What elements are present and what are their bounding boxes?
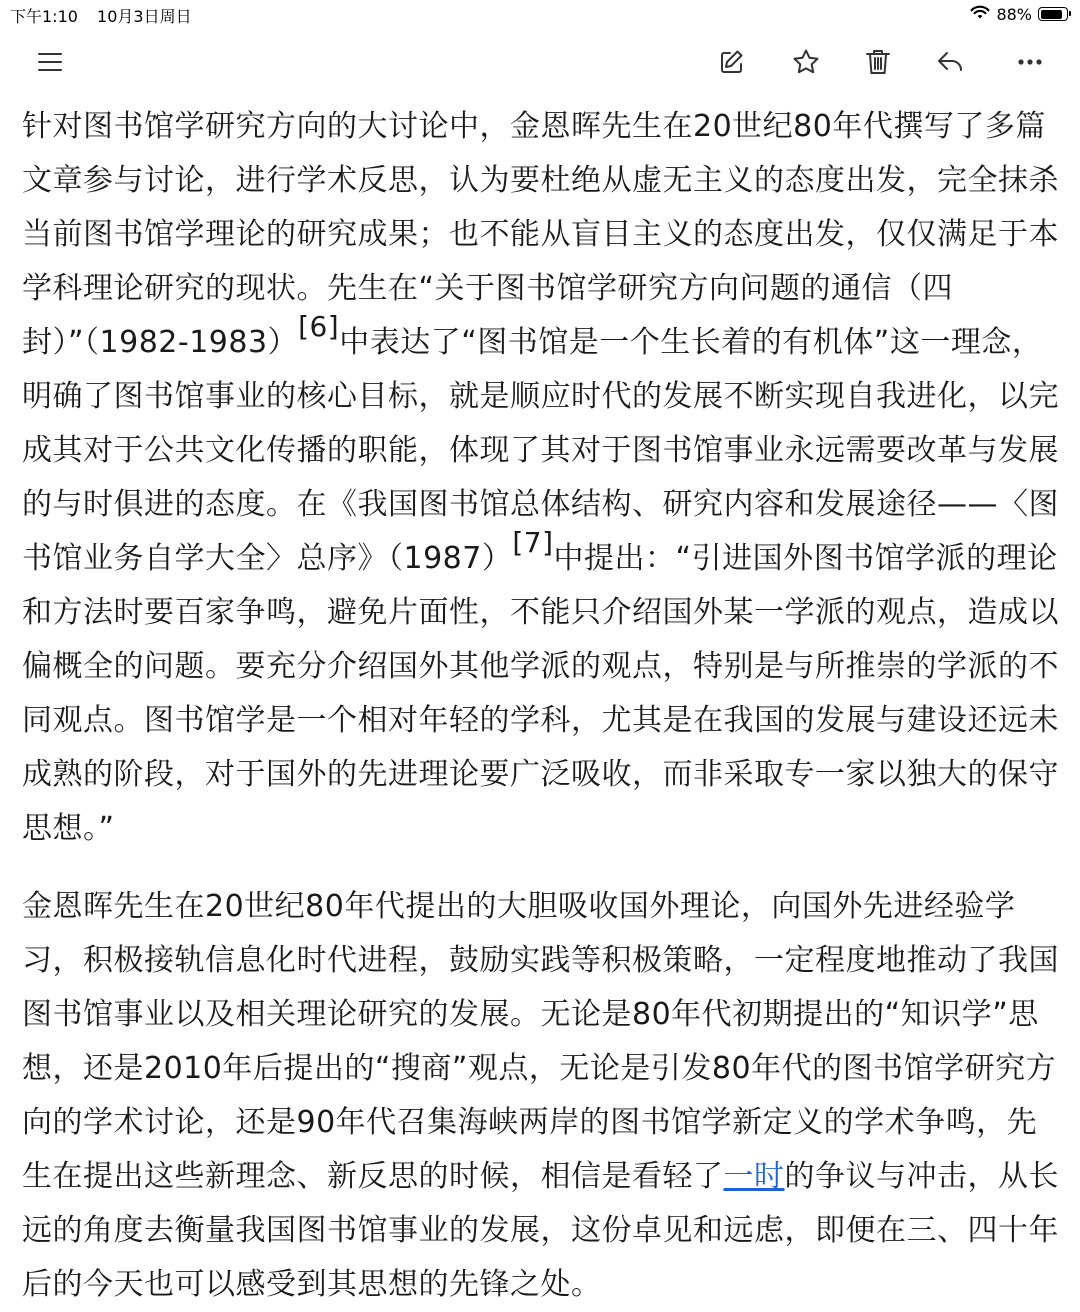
article-paragraph-2 xyxy=(22,880,1062,1312)
status-time: 下午1:10 xyxy=(10,7,78,26)
more-button[interactable] xyxy=(1006,38,1054,86)
article-body xyxy=(22,100,1062,1312)
battery-percent: 88% xyxy=(996,4,1032,24)
battery-level-fill xyxy=(1041,10,1062,19)
menu-button[interactable] xyxy=(26,38,74,86)
citation-6: [6] xyxy=(298,310,340,343)
edit-button[interactable] xyxy=(708,38,756,86)
paragraph-text: 中提出：“引进国外图书馆学派的理论和方法时要百家争鸣，避免片面性，不能只介绍国外某一学派的观点，造成以偏概全的问题。要充分介绍国外其他学派的观点，特别是与所推崇的学派的不同观点。图书馆学是一个相对年轻的学科，尤其是在我国的发展与建设还远未成熟的阶段，对于国外的先进理论要广泛吸收，而非采取专一家以独大的保守思想。” xyxy=(22,541,1059,846)
citation-7: [7] xyxy=(512,526,554,559)
star-icon xyxy=(791,47,821,77)
status-date: 10月3日周日 xyxy=(97,7,192,26)
trash-icon xyxy=(863,47,893,77)
battery-icon xyxy=(1038,7,1068,21)
wifi-icon xyxy=(970,4,990,24)
paragraph-text: 针对图书馆学研究方向的大讨论中，金恩晖先生在20世纪80年代撰写了多篇文章参与讨论，进行学术反思，认为要杜绝从虚无主义的态度出发，完全抹杀当前图书馆学理论的研究成果；也不能从盲目主义的态度出发，仅仅满足于本学科理论研究的现状。先生在“关于图书馆学研究方向问题的通信（四封）”（1982-1983） xyxy=(22,109,1059,360)
reply-button[interactable] xyxy=(926,38,974,86)
paragraph-text: 中表达了“图书馆是一个生长着的有机体”这一理念，明确了图书馆事业的核心目标，就是顺应时代的发展不断实现自我进化，以完成其对于公共文化传播的职能，体现了其对于图书馆事业永远需要改革与发展的与时俱进的态度。在《我国图书馆总体结构、研究内容和发展途径——〈图书馆业务自学大全〉总序》（1987） xyxy=(22,325,1059,576)
favorite-button[interactable] xyxy=(782,38,830,86)
article-paragraph-1 xyxy=(22,100,1062,856)
menu-icon xyxy=(35,47,65,77)
more-icon xyxy=(1015,47,1045,77)
reply-icon xyxy=(935,47,965,77)
edit-icon xyxy=(717,47,747,77)
inline-link[interactable]: 一时 xyxy=(723,1159,785,1194)
paragraph-text: 金恩晖先生在20世纪80年代提出的大胆吸收国外理论，向国外先进经验学习，积极接轨信息化时代进程，鼓励实践等积极策略，一定程度地推动了我国图书馆事业以及相关理论研究的发展。无论是80年代初期提出的“知识学”思想，还是2010年后提出的“搜商”观点，无论是引发80年代的图书馆学研究方向的学术讨论，还是90年代召集海峡两岸的图书馆学新定义的学术争鸣，先生在提出这些新理念、新反思的时候，相信是看轻了 xyxy=(22,889,1059,1194)
status-left xyxy=(10,4,192,27)
paragraph-text: 的争议与冲击，从长远的角度去衡量我国图书馆事业的发展，这份卓见和远虑，即便在三、四十年后的今天也可以感受到其思想的先锋之处。 xyxy=(22,1159,1059,1302)
status-right xyxy=(970,4,1068,24)
delete-button[interactable] xyxy=(854,38,902,86)
toolbar xyxy=(0,30,1080,94)
status-bar xyxy=(0,0,1080,30)
